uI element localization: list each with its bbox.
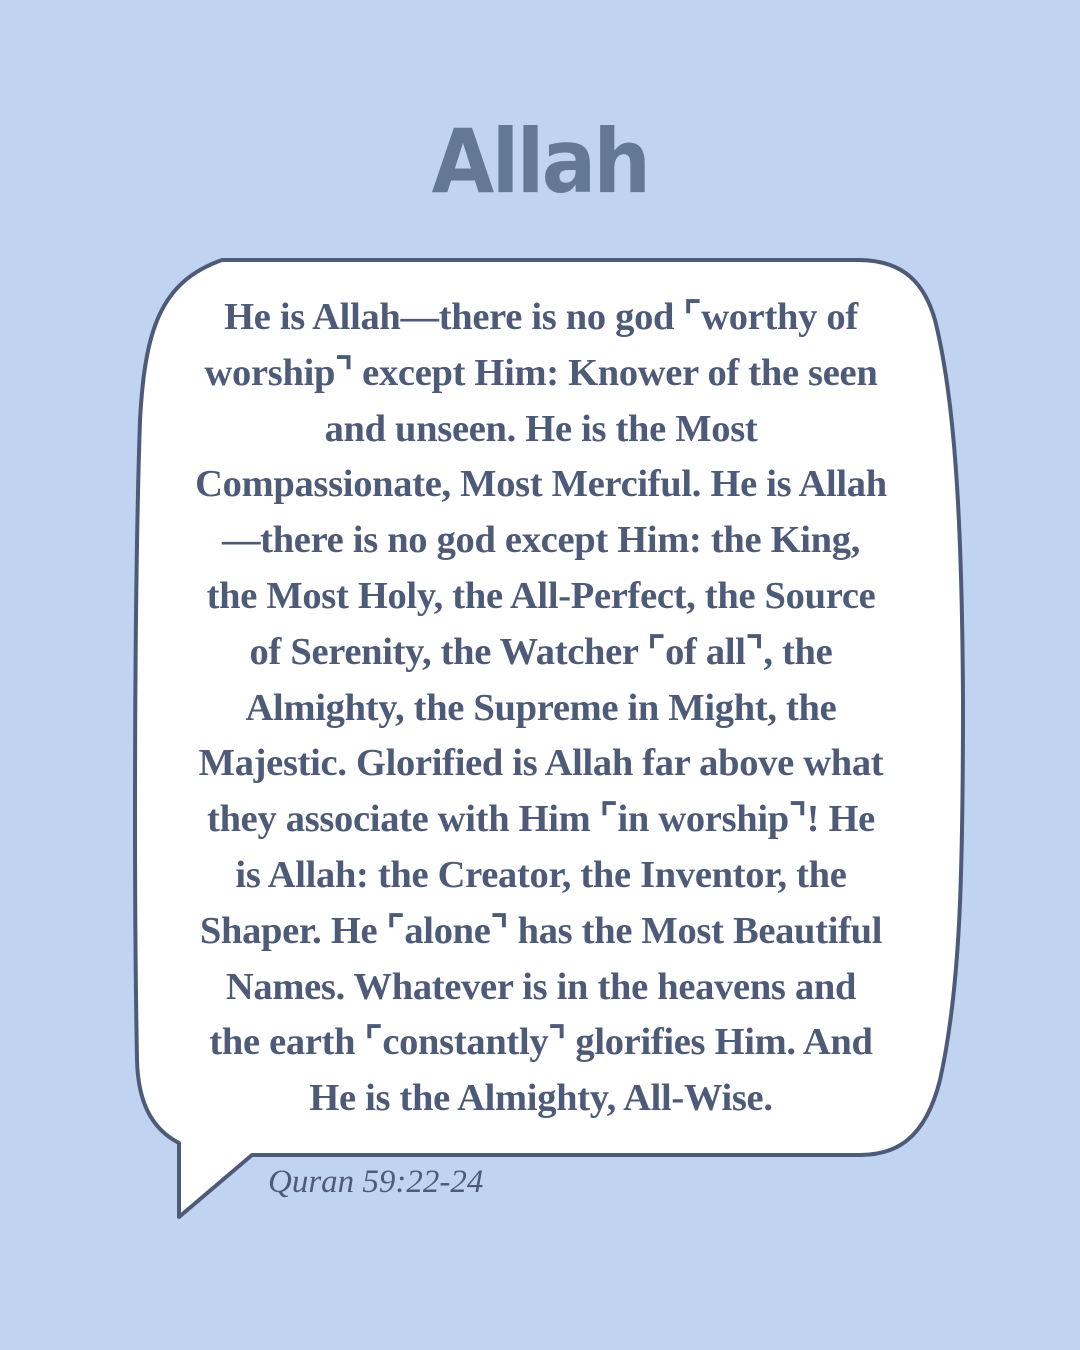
verse-line: He is the Almighty, All-Wise. [309, 1077, 773, 1120]
verse-text [150, 290, 932, 1127]
verse-line: Compassionate, Most Merciful. He is Allah [195, 463, 887, 506]
verse-line: worship⌝ except Him: Knower of the seen [204, 351, 878, 394]
verse-line: Names. Whatever is in the heavens and [225, 965, 857, 1008]
verse-line: of Serenity, the Watcher ⌜of all⌝, the [249, 630, 833, 673]
verse-line: is Allah: the Creator, the Inventor, the [235, 853, 847, 896]
verse-line: they associate with Him ⌜in worship⌝! He [207, 798, 875, 841]
verse-line: the earth ⌜constantly⌝ glorifies Him. And [209, 1021, 873, 1064]
verse-line: Almighty, the Supreme in Might, the [245, 686, 837, 729]
verse-line: —there is no god except Him: the King, [221, 519, 861, 562]
verse-line: Majestic. Glorified is Allah far above what [198, 742, 884, 785]
verse-line: and unseen. He is the Most [324, 407, 758, 450]
page-title: Allah [431, 110, 649, 213]
verse-line: He is Allah—there is no god ⌜worthy of [224, 296, 858, 338]
verse-line: the Most Holy, the All-Perfect, the Source [206, 574, 876, 617]
verse-citation: Quran 59:22-24 [268, 1164, 484, 1200]
verse-line: Shaper. He ⌜alone⌝ has the Most Beautiful [199, 909, 883, 952]
